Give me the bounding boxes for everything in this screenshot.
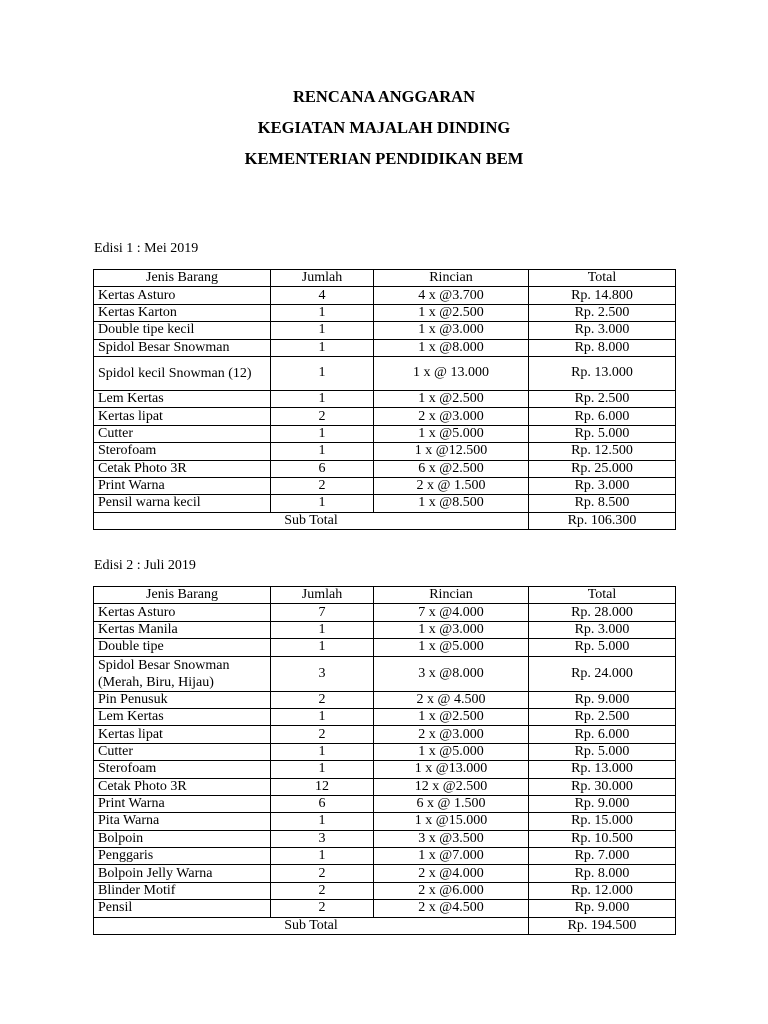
cell-qty: 2 <box>271 882 374 899</box>
cell-item: Kertas Karton <box>94 304 271 321</box>
cell-qty: 1 <box>271 848 374 865</box>
subtotal-label: Sub Total <box>94 917 529 934</box>
cell-total: Rp. 5.000 <box>529 743 676 760</box>
cell-qty: 1 <box>271 390 374 407</box>
organization-title: KEMENTERIAN PENDIDIKAN BEM <box>244 149 524 168</box>
cell-item: Kertas Asturo <box>94 287 271 304</box>
table-row <box>94 830 676 847</box>
cell-detail: 1 x @15.000 <box>374 813 529 830</box>
cell-detail: 1 x @5.000 <box>374 425 529 442</box>
cell-qty: 1 <box>271 322 374 339</box>
cell-qty: 3 <box>271 830 374 847</box>
cell-qty: 1 <box>271 495 374 512</box>
cell-detail: 2 x @3.000 <box>374 408 529 425</box>
column-header-total: Total <box>529 270 676 287</box>
activity-title: KEGIATAN MAJALAH DINDING <box>257 118 511 137</box>
table-row <box>94 691 676 708</box>
cell-item: Spidol Besar Snowman (Merah, Biru, Hijau) <box>94 656 271 691</box>
cell-item: Spidol kecil Snowman (12) <box>94 356 271 390</box>
cell-qty: 12 <box>271 778 374 795</box>
table-header-row <box>94 270 676 287</box>
cell-total: Rp. 12.500 <box>529 443 676 460</box>
cell-qty: 1 <box>271 304 374 321</box>
cell-qty: 1 <box>271 743 374 760</box>
subtotal-value: Rp. 106.300 <box>529 512 676 529</box>
cell-total: Rp. 2.500 <box>529 708 676 725</box>
cell-total: Rp. 3.000 <box>529 621 676 638</box>
cell-qty: 2 <box>271 900 374 917</box>
cell-total: Rp. 8.000 <box>529 339 676 356</box>
cell-item: Sterofoam <box>94 761 271 778</box>
cell-total: Rp. 24.000 <box>529 656 676 691</box>
cell-qty: 1 <box>271 813 374 830</box>
cell-total: Rp. 25.000 <box>529 460 676 477</box>
cell-item: Cetak Photo 3R <box>94 778 271 795</box>
table-row <box>94 443 676 460</box>
cell-item: Sterofoam <box>94 443 271 460</box>
cell-item: Kertas Manila <box>94 621 271 638</box>
subtotal-row <box>94 917 676 934</box>
table-row <box>94 322 676 339</box>
table-row <box>94 865 676 882</box>
cell-detail: 1 x @3.000 <box>374 621 529 638</box>
cell-qty: 2 <box>271 726 374 743</box>
table-row <box>94 304 676 321</box>
cell-total: Rp. 5.000 <box>529 425 676 442</box>
table-row <box>94 604 676 621</box>
cell-detail: 2 x @6.000 <box>374 882 529 899</box>
cell-detail: 7 x @4.000 <box>374 604 529 621</box>
cell-detail: 3 x @3.500 <box>374 830 529 847</box>
edition-2-label: Edisi 2 : Juli 2019 <box>94 558 196 573</box>
subtotal-row <box>94 512 676 529</box>
table-row <box>94 356 676 390</box>
cell-detail: 1 x @5.000 <box>374 639 529 656</box>
cell-item: Kertas lipat <box>94 408 271 425</box>
cell-total: Rp. 5.000 <box>529 639 676 656</box>
cell-item: Cutter <box>94 743 271 760</box>
cell-qty: 4 <box>271 287 374 304</box>
cell-total: Rp. 28.000 <box>529 604 676 621</box>
cell-total: Rp. 9.000 <box>529 691 676 708</box>
cell-total: Rp. 14.800 <box>529 287 676 304</box>
cell-total: Rp. 13.000 <box>529 356 676 390</box>
cell-item: Bolpoin Jelly Warna <box>94 865 271 882</box>
cell-total: Rp. 10.500 <box>529 830 676 847</box>
cell-detail: 1 x @8.500 <box>374 495 529 512</box>
cell-total: Rp. 3.000 <box>529 477 676 494</box>
cell-item: Blinder Motif <box>94 882 271 899</box>
column-header-qty: Jumlah <box>271 587 374 604</box>
cell-qty: 7 <box>271 604 374 621</box>
column-header-detail: Rincian <box>374 587 529 604</box>
cell-item: Penggaris <box>94 848 271 865</box>
cell-item: Spidol Besar Snowman <box>94 339 271 356</box>
cell-item: Bolpoin <box>94 830 271 847</box>
cell-total: Rp. 8.000 <box>529 865 676 882</box>
cell-item: Lem Kertas <box>94 708 271 725</box>
table-header-row <box>94 587 676 604</box>
cell-qty: 1 <box>271 761 374 778</box>
cell-qty: 1 <box>271 708 374 725</box>
cell-detail: 3 x @8.000 <box>374 656 529 691</box>
cell-qty: 1 <box>271 339 374 356</box>
table-row <box>94 408 676 425</box>
cell-total: Rp. 7.000 <box>529 848 676 865</box>
cell-item: Double tipe kecil <box>94 322 271 339</box>
cell-total: Rp. 3.000 <box>529 322 676 339</box>
cell-detail: 12 x @2.500 <box>374 778 529 795</box>
table-row <box>94 287 676 304</box>
cell-detail: 1 x @12.500 <box>374 443 529 460</box>
cell-total: Rp. 9.000 <box>529 795 676 812</box>
cell-qty: 1 <box>271 621 374 638</box>
cell-item: Pensil warna kecil <box>94 495 271 512</box>
table-row <box>94 778 676 795</box>
cell-total: Rp. 2.500 <box>529 304 676 321</box>
table-row <box>94 795 676 812</box>
subtotal-value: Rp. 194.500 <box>529 917 676 934</box>
table-row <box>94 639 676 656</box>
table-row <box>94 495 676 512</box>
cell-item: Pin Penusuk <box>94 691 271 708</box>
table-row <box>94 743 676 760</box>
cell-detail: 1 x @ 13.000 <box>374 356 529 390</box>
table-row <box>94 621 676 638</box>
cell-item: Pensil <box>94 900 271 917</box>
cell-item: Print Warna <box>94 477 271 494</box>
cell-total: Rp. 9.000 <box>529 900 676 917</box>
table-row <box>94 425 676 442</box>
cell-qty: 2 <box>271 477 374 494</box>
column-header-item: Jenis Barang <box>94 587 271 604</box>
table-row <box>94 460 676 477</box>
cell-detail: 1 x @2.500 <box>374 708 529 725</box>
edition-1-budget-table <box>93 269 676 530</box>
cell-qty: 3 <box>271 656 374 691</box>
cell-item: Pita Warna <box>94 813 271 830</box>
cell-item: Cetak Photo 3R <box>94 460 271 477</box>
cell-detail: 1 x @8.000 <box>374 339 529 356</box>
cell-item: Kertas Asturo <box>94 604 271 621</box>
table-row <box>94 390 676 407</box>
cell-detail: 2 x @3.000 <box>374 726 529 743</box>
cell-item: Print Warna <box>94 795 271 812</box>
table-row <box>94 848 676 865</box>
cell-detail: 6 x @ 1.500 <box>374 795 529 812</box>
cell-qty: 2 <box>271 408 374 425</box>
cell-total: Rp. 8.500 <box>529 495 676 512</box>
cell-detail: 2 x @4.500 <box>374 900 529 917</box>
cell-detail: 1 x @3.000 <box>374 322 529 339</box>
cell-detail: 2 x @ 4.500 <box>374 691 529 708</box>
cell-qty: 1 <box>271 356 374 390</box>
cell-item: Lem Kertas <box>94 390 271 407</box>
cell-item: Cutter <box>94 425 271 442</box>
edition-2-budget-table <box>93 586 676 935</box>
cell-item: Double tipe <box>94 639 271 656</box>
cell-detail: 1 x @2.500 <box>374 304 529 321</box>
table-row <box>94 900 676 917</box>
cell-qty: 6 <box>271 795 374 812</box>
subtotal-label: Sub Total <box>94 512 529 529</box>
column-header-qty: Jumlah <box>271 270 374 287</box>
table-row <box>94 656 676 691</box>
table-row <box>94 477 676 494</box>
cell-total: Rp. 13.000 <box>529 761 676 778</box>
table-row <box>94 761 676 778</box>
cell-total: Rp. 2.500 <box>529 390 676 407</box>
cell-detail: 1 x @13.000 <box>374 761 529 778</box>
cell-qty: 6 <box>271 460 374 477</box>
column-header-item: Jenis Barang <box>94 270 271 287</box>
cell-qty: 1 <box>271 639 374 656</box>
cell-total: Rp. 15.000 <box>529 813 676 830</box>
cell-detail: 6 x @2.500 <box>374 460 529 477</box>
cell-detail: 1 x @7.000 <box>374 848 529 865</box>
cell-qty: 1 <box>271 443 374 460</box>
cell-total: Rp. 12.000 <box>529 882 676 899</box>
cell-detail: 2 x @ 1.500 <box>374 477 529 494</box>
cell-detail: 1 x @5.000 <box>374 743 529 760</box>
cell-detail: 2 x @4.000 <box>374 865 529 882</box>
cell-detail: 1 x @2.500 <box>374 390 529 407</box>
cell-detail: 4 x @3.700 <box>374 287 529 304</box>
table-row <box>94 708 676 725</box>
cell-total: Rp. 30.000 <box>529 778 676 795</box>
cell-qty: 1 <box>271 425 374 442</box>
table-row <box>94 813 676 830</box>
edition-1-label: Edisi 1 : Mei 2019 <box>94 241 199 256</box>
cell-total: Rp. 6.000 <box>529 408 676 425</box>
column-header-detail: Rincian <box>374 270 529 287</box>
table-row <box>94 882 676 899</box>
cell-qty: 2 <box>271 691 374 708</box>
column-header-total: Total <box>529 587 676 604</box>
cell-item: Kertas lipat <box>94 726 271 743</box>
table-row <box>94 339 676 356</box>
document-title: RENCANA ANGGARAN <box>293 87 475 106</box>
cell-total: Rp. 6.000 <box>529 726 676 743</box>
table-row <box>94 726 676 743</box>
cell-qty: 2 <box>271 865 374 882</box>
